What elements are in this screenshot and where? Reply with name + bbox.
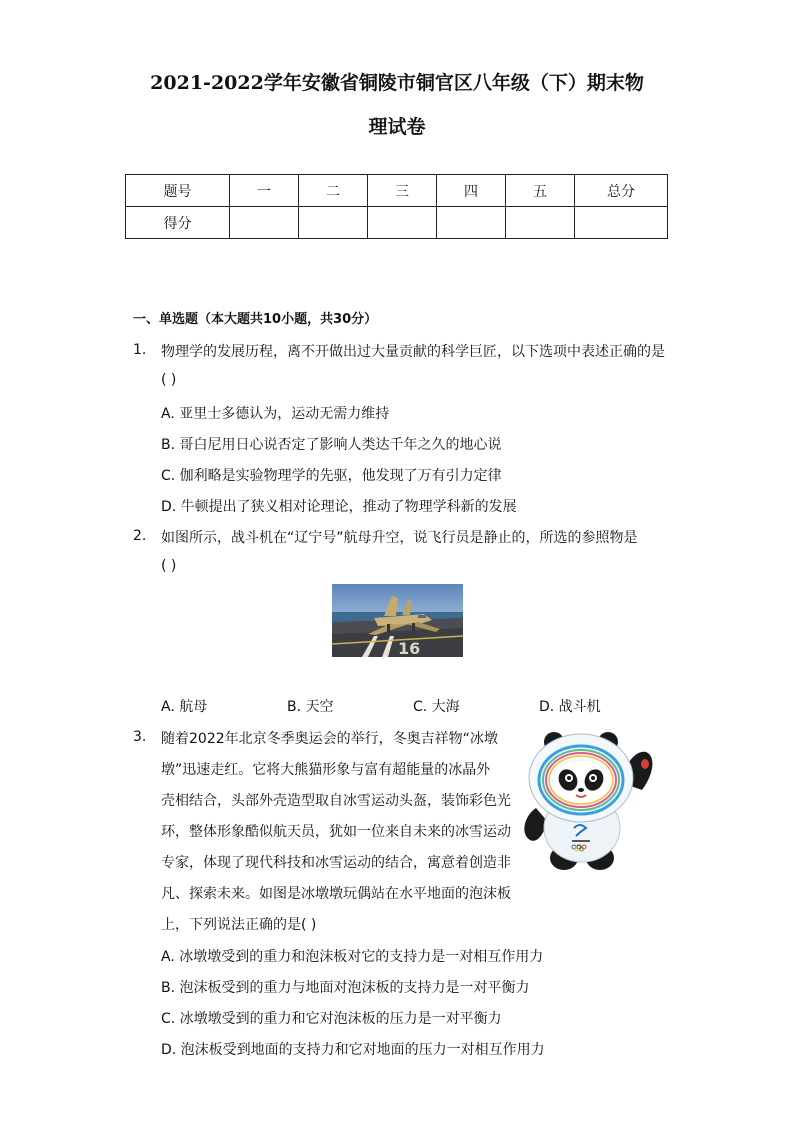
question-stem-line: 上，下列说法正确的是( ) [161, 917, 317, 933]
score-row-label: 得分 [126, 207, 230, 239]
option-b: B. 哥白尼用日心说否定了影响人类达千年之久的地心说 [161, 437, 502, 453]
score-header-cell: 题号 [126, 175, 230, 207]
question-stem-line: 壳相结合，头部外壳造型取自冰雪运动头盔，装饰彩色光 [161, 793, 511, 809]
option-b: B. 天空 [287, 699, 334, 715]
question-number: 1. [133, 342, 147, 358]
option-c: C. 冰墩墩受到的重力和它对泡沫板的压力是一对平衡力 [161, 1011, 502, 1027]
score-cell [506, 207, 575, 239]
score-cell [368, 207, 437, 239]
question-number: 3. [133, 729, 147, 745]
score-table-header-row [126, 175, 668, 207]
bing-dwen-dwen-mascot-image [514, 728, 660, 872]
question-stem-line: 凡、探索未来。如图是冰墩墩玩偶站在水平地面的泡沫板 [161, 886, 511, 902]
score-cell [230, 207, 299, 239]
exam-title-line1: 2021-2022学年安徽省铜陵市铜官区八年级（下）期末物 [150, 72, 644, 94]
score-cell [575, 207, 668, 239]
question-stem-line: 如图所示，战斗机在“辽宁号”航母升空，说飞行员是静止的，所选的参照物是 [161, 530, 638, 546]
option-a: A. 亚里士多德认为，运动无需力维持 [161, 406, 390, 422]
option-c: C. 大海 [413, 699, 460, 715]
fighter-jet-carrier-photo [332, 584, 463, 657]
score-header-cell: 三 [368, 175, 437, 207]
score-header-cell: 四 [437, 175, 506, 207]
score-header-cell: 二 [299, 175, 368, 207]
option-d: D. 泡沫板受到地面的支持力和它对地面的压力一对相互作用力 [161, 1042, 545, 1058]
score-cell [299, 207, 368, 239]
score-table [125, 174, 668, 239]
question-stem-line: ( ) [161, 372, 177, 388]
score-header-cell: 一 [230, 175, 299, 207]
score-header-cell: 五 [506, 175, 575, 207]
option-b: B. 泡沫板受到的重力与地面对泡沫板的支持力是一对平衡力 [161, 980, 530, 996]
svg-text:16: 16 [398, 639, 421, 657]
question-stem-line: 物理学的发展历程，离不开做出过大量贡献的科学巨匠，以下选项中表述正确的是 [161, 344, 665, 360]
question-stem-line: 随着2022年北京冬季奥运会的举行，冬奥吉祥物“冰墩 [161, 731, 498, 747]
option-d: D. 牛顿提出了狭义相对论理论，推动了物理学科新的发展 [161, 499, 517, 515]
score-table-score-row [126, 207, 668, 239]
question-stem-line: ( ) [161, 558, 177, 574]
section-heading: 一、单选题（本大题共10小题，共30分） [133, 312, 378, 327]
question-stem-line: 环，整体形象酷似航天员，犹如一位来自未来的冰雪运动 [161, 824, 511, 840]
option-c: C. 伽利略是实验物理学的先驱，他发现了万有引力定律 [161, 468, 502, 484]
question-number: 2. [133, 528, 147, 544]
option-a: A. 冰墩墩受到的重力和泡沫板对它的支持力是一对相互作用力 [161, 949, 544, 965]
score-cell [437, 207, 506, 239]
exam-title-line2: 理试卷 [368, 116, 426, 138]
score-header-cell: 总分 [575, 175, 668, 207]
option-a: A. 航母 [161, 699, 208, 715]
question-stem-line: 专家，体现了现代科技和冰雪运动的结合，寓意着创造非 [161, 855, 511, 871]
question-stem-line: 墩”迅速走红。它将大熊猫形象与富有超能量的冰晶外 [161, 762, 491, 778]
option-d: D. 战斗机 [539, 699, 601, 715]
